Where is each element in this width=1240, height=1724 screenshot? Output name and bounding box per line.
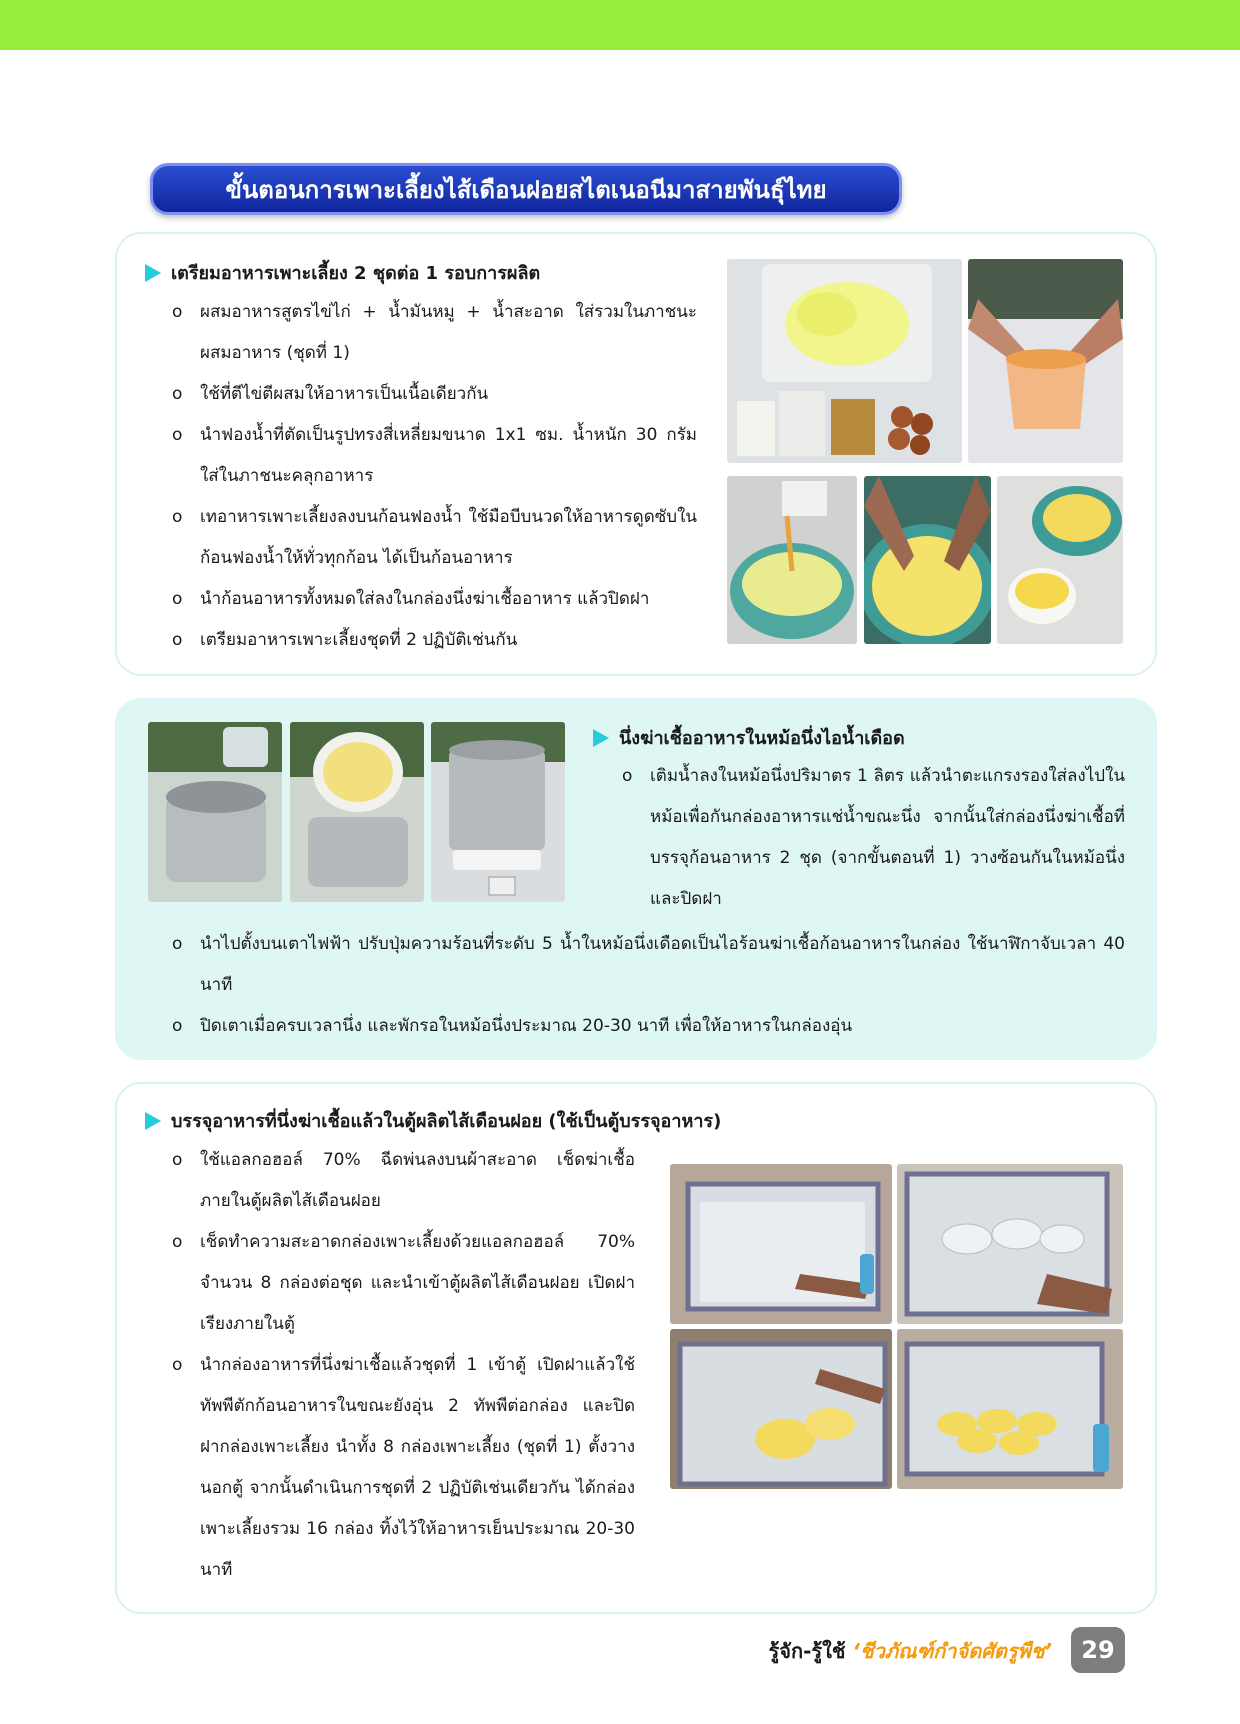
photo-pot-on-stove [431,722,565,902]
steam-steps-list-bottom [172,924,1125,1047]
list-item: o นำไปตั้งบนเตาไฟฟ้า ปรับปุ่มความร้อนที่ระดับ 5 น้ำในหม้อนึ่งเดือดเป็นไอร้อนฆ่าเชื้อก้อนอาหารในกล่อง ใช้นาฬิกาจับเวลา 40 นาที [172,924,1125,1006]
section-heading-prepare [145,258,705,287]
list-item: o ผสมอาหารสูตรไข่ไก่ + น้ำมันหมู + น้ำสะอาด ใส่รวมในภาชนะผสมอาหาร (ชุดที่ 1) [172,292,697,374]
triangle-bullet-icon [593,729,609,747]
list-item: o ใช้แอลกอฮอล์ 70% ฉีดพ่นลงบนผ้าสะอาด เช็ดฆ่าเชื้อภายในตู้ผลิตไส้เดือนฝอย [172,1140,635,1222]
photo-pot-boxes [290,722,424,902]
circle-bullet: o [172,934,183,954]
circle-bullet: o [172,1150,183,1170]
circle-bullet: o [622,766,633,786]
section-heading-text: เตรียมอาหารเพาะเลี้ยง 2 ชุดต่อ 1 รอบการผลิต [171,263,541,284]
photo-kneading-sponges [864,476,991,644]
photo-scooping-food [670,1329,892,1489]
page-title: ขั้นตอนการเพาะเลี้ยงไส้เดือนฝอยสไตเนอนีมาสายพันธุ์ไทย [150,163,902,215]
top-color-bar [0,0,1240,50]
section-heading-steam [593,723,1133,752]
section-heading-text: นึ่งฆ่าเชื้ออาหารในหม้อนึ่งไอน้ำเดือด [619,728,905,749]
photo-food-in-box [997,476,1123,644]
footer-series-title [769,1635,1053,1667]
photo-wiping-cabinet [670,1164,892,1324]
list-item: o เทอาหารเพาะเลี้ยงลงบนก้อนฟองน้ำ ใช้มือบีบนวดให้อาหารดูดซับในก้อนฟองน้ำให้ทั่วทุกก้อน ได้เป็นก้อนอาหาร [172,497,697,579]
circle-bullet: o [172,425,183,445]
list-item: o นำกล่องอาหารที่นึ่งฆ่าเชื้อแล้วชุดที่ 1 เข้าตู้ เปิดฝาแล้วใช้ทัพพีตักก้อนอาหารในขณะยังอุ่น 2 ทัพพีต่อกล่อง และปิดฝากล่องเพาะเลี้ยง นำทั้ง 8 กล่องเพาะเลี้ยง (ชุดที่ 1) ตั้งวางนอกตู้ จากนั้นดำเนินการชุดที่ 2 ปฏิบัติเช่นเดียวกัน ได้กล่องเพาะเลี้ยงรวม 16 กล่อง ทิ้งไว้ให้อาหารเย็นประมาณ 20-30 นาที [172,1345,635,1591]
packing-steps-list [172,1140,635,1591]
circle-bullet: o [172,589,183,609]
list-item: o เช็ดทำความสะอาดกล่องเพาะเลี้ยงด้วยแอลกอฮอล์ 70% จำนวน 8 กล่องต่อชุด และนำเข้าตู้ผลิตไส้เดือนฝอย เปิดฝาเรียงภายในตู้ [172,1222,635,1345]
photo-filled-boxes [897,1329,1123,1489]
photo-pot-water [148,722,282,902]
list-item: o เตรียมอาหารเพาะเลี้ยงชุดที่ 2 ปฏิบัติเช่นกัน [172,620,697,661]
circle-bullet: o [172,384,183,404]
section-heading-text: บรรจุอาหารที่นึ่งฆ่าเชื้อแล้วในตู้ผลิตไส้เดือนฝอย (ใช้เป็นตู้บรรจุอาหาร) [171,1111,722,1132]
triangle-bullet-icon [145,264,161,282]
list-item: o เติมน้ำลงในหม้อนึ่งปริมาตร 1 ลิตร แล้วนำตะแกรงรองใส่ลงไปในหม้อเพื่อกันกล่องอาหารแช่น้ำขณะนึ่ง จากนั้นใส่กล่องนึ่งฆ่าเชื้อที่บรรจุก้อนอาหาร 2 ชุด (จากขั้นตอนที่ 1) วางซ้อนกันในหม้อนึ่งและปิดฝา [622,756,1125,920]
circle-bullet: o [172,1232,183,1252]
circle-bullet: o [172,302,183,322]
section-heading-packing [145,1106,1045,1135]
steam-steps-list-top [622,756,1125,920]
circle-bullet: o [172,630,183,650]
photo-boxes-in-cabinet [897,1164,1123,1324]
photo-ingredients [727,259,962,463]
page-number-badge: 29 [1071,1627,1125,1673]
list-item: o นำก้อนอาหารทั้งหมดใส่ลงในกล่องนึ่งฆ่าเชื้ออาหาร แล้วปิดฝา [172,579,697,620]
footer-accent: ‘ชีวภัณฑ์กำจัดศัตรูพืช’ [852,1639,1052,1663]
footer-prefix: รู้จัก-รู้ใช้ [768,1639,853,1663]
circle-bullet: o [172,1355,183,1375]
triangle-bullet-icon [145,1112,161,1130]
list-item: o ใช้ที่ตีไข่ตีผสมให้อาหารเป็นเนื้อเดียวกัน [172,374,697,415]
list-item: o นำฟองน้ำที่ตัดเป็นรูปทรงสี่เหลี่ยมขนาด 1x1 ซม. น้ำหนัก 30 กรัม ใส่ในภาชนะคลุกอาหาร [172,415,697,497]
photo-pour-onto-sponges [727,476,857,644]
photo-whisking [968,259,1123,463]
circle-bullet: o [172,507,183,527]
prepare-steps-list [172,292,697,661]
circle-bullet: o [172,1016,183,1036]
list-item: o ปิดเตาเมื่อครบเวลานึ่ง และพักรอในหม้อนึ่งประมาณ 20-30 นาที เพื่อให้อาหารในกล่องอุ่น [172,1006,1125,1047]
